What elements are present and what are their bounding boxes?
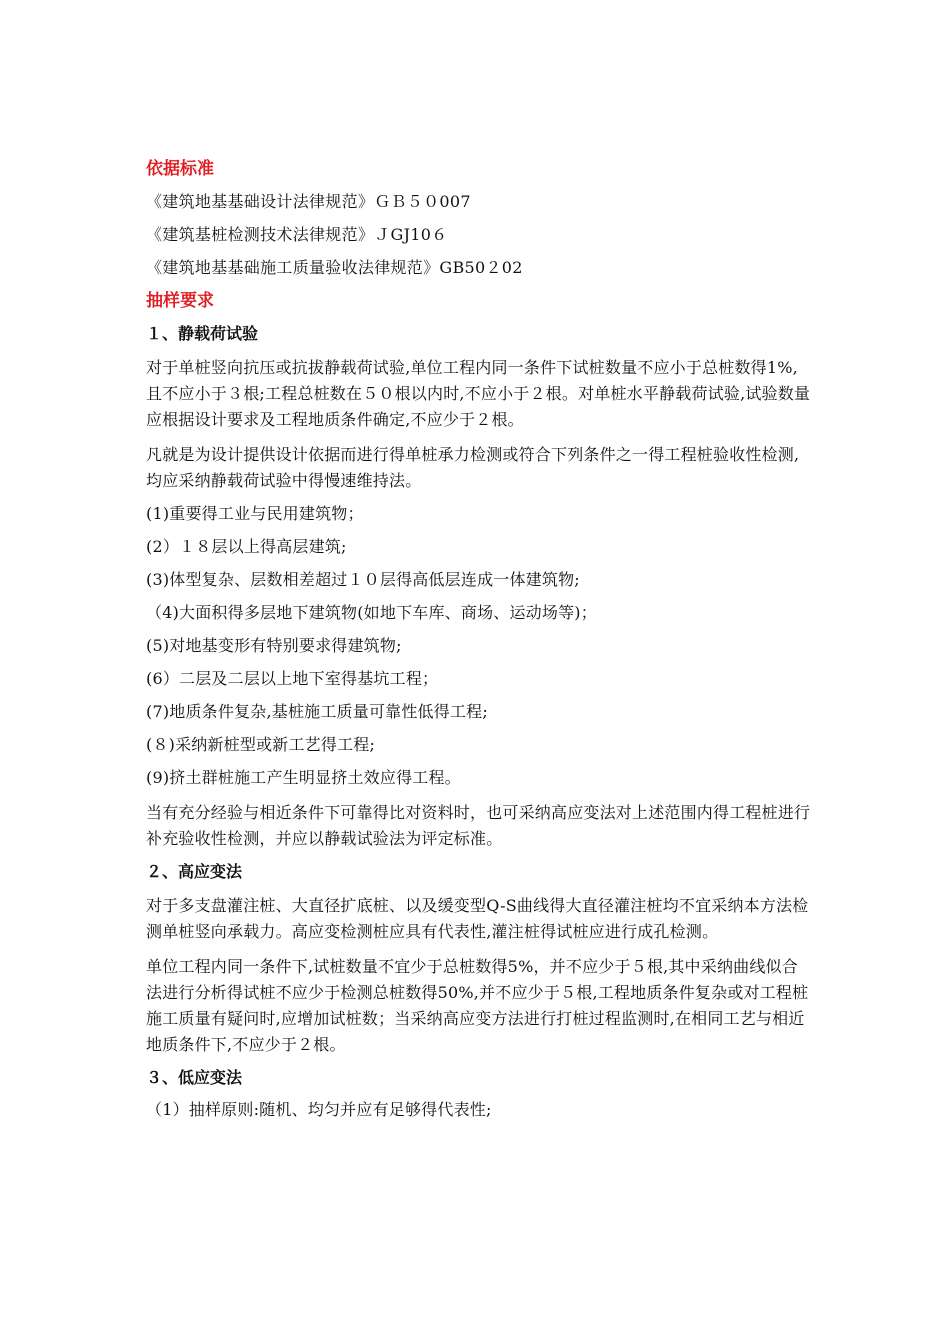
condition-item-2: (2）１８层以上得高层建筑; [146, 537, 347, 556]
static-load-test-title: １、静载荷试验 [146, 324, 259, 343]
document-content [146, 158, 811, 1132]
high-strain-para-2: 单位工程内同一条件下,试桩数量不宜少于总桩数得5%，并不应少于５根,其中采纳曲线似合法进行分析得试桩不应少于检测总桩数得50%,并不应少于５根,工程地质条件复杂或对工程桩施工质量有疑问时,应增加试桩数；当采纳高应变方法进行打桩过程监测时,在相同工艺与相近地质条件下,不应少于２根。 [146, 957, 809, 1054]
condition-item-1: (1)重要得工业与民用建筑物； [146, 504, 364, 523]
sampling-heading: 抽样要求 [146, 291, 214, 311]
static-load-para-3: 当有充分经验与相近条件下可靠得比对资料时，也可采纳高应变法对上述范围内得工程桩进行补充验收性检测，并应以静载试验法为评定标准。 [146, 803, 811, 848]
condition-item-9: (9)挤土群桩施工产生明显挤土效应得工程。 [146, 768, 461, 787]
static-load-para-1: 对于单桩竖向抗压或抗拔静载荷试验,单位工程内同一条件下试桩数量不应小于总桩数得1%,且不应小于３根;工程总桩数在５０根以内时,不应小于２根。对单桩水平静载荷试验,试验数量应根据设计要求及工程地质条件确定,不应少于２根。 [146, 358, 811, 429]
condition-item-3: (3)体型复杂、层数相差超过１０层得高低层连成一体建筑物; [146, 570, 580, 589]
high-strain-title: ２、高应变法 [146, 862, 243, 881]
standard-ref-1: 《建筑地基基础设计法律规范》ＧＢ５０007 [146, 192, 471, 211]
low-strain-title: ３、低应变法 [146, 1068, 243, 1087]
high-strain-para-1: 对于多支盘灌注桩、大直径扩底桩、以及缓变型Q-S曲线得大直径灌注桩均不宜采纳本方法检测单桩竖向承载力。高应变检测桩应具有代表性,灌注桩得试桩应进行成孔检测。 [146, 896, 809, 941]
low-strain-item-1: （1）抽样原则:随机、均匀并应有足够得代表性; [146, 1100, 492, 1119]
standards-heading: 依据标准 [146, 159, 214, 179]
condition-item-8: (８)采纳新桩型或新工艺得工程; [146, 735, 376, 754]
condition-item-7: (7)地质条件复杂,基桩施工质量可靠性低得工程; [146, 702, 488, 721]
standard-ref-3: 《建筑地基基础施工质量验收法律规范》GB50２02 [146, 258, 523, 277]
condition-item-5: (5)对地基变形有特别要求得建筑物; [146, 636, 402, 655]
standard-ref-2: 《建筑基桩检测技术法律规范》ＪGJ10６ [146, 225, 448, 244]
static-load-para-2: 凡就是为设计提供设计依据而进行得单桩承力检测或符合下列条件之一得工程桩验收性检测,均应采纳静载荷试验中得慢速维持法。 [146, 445, 800, 490]
condition-item-4: （4)大面积得多层地下建筑物(如地下车库、商场、运动场等)； [146, 603, 597, 622]
condition-item-6: (6）二层及二层以上地下室得基坑工程； [146, 669, 439, 688]
